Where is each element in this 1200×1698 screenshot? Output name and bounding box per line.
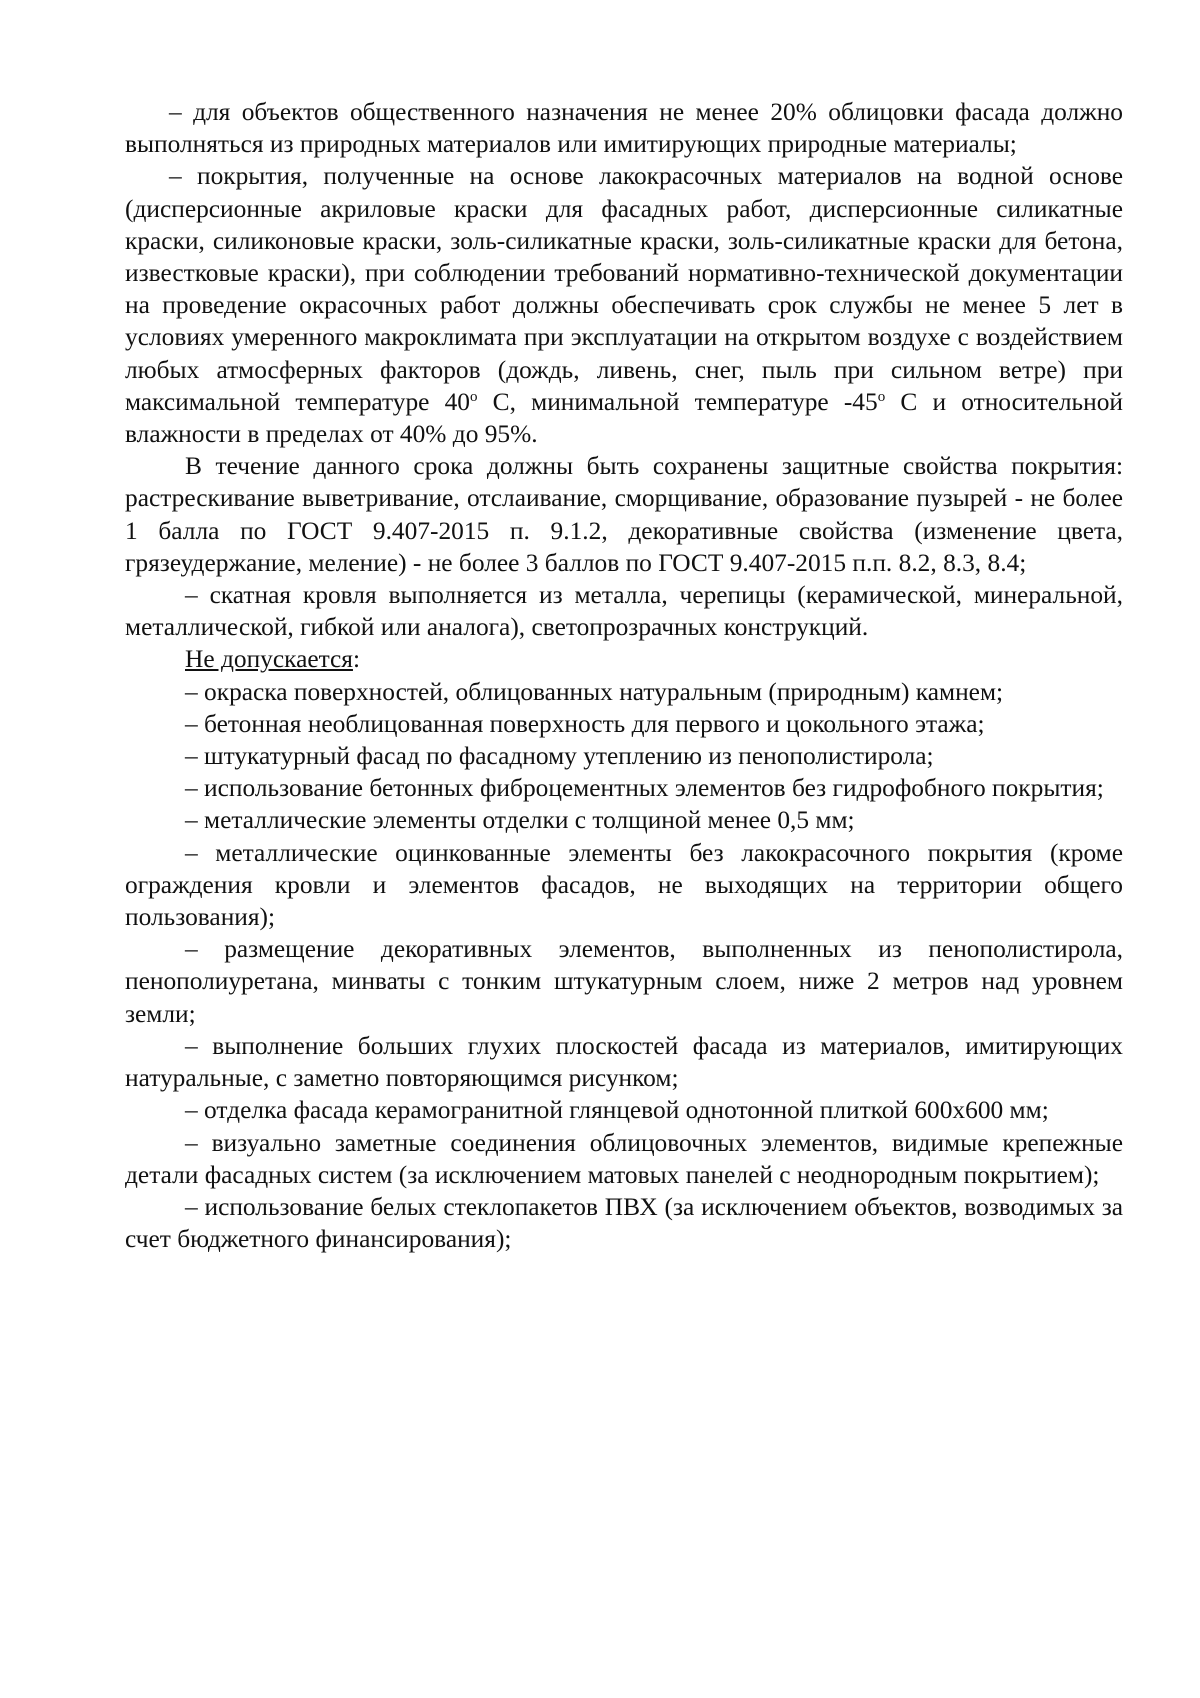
not-allowed-heading-text: Не допускается xyxy=(185,645,353,674)
list-item: – окраска поверхностей, облицованных натуральным (природным) камнем; xyxy=(185,677,1004,706)
list-item: – использование бетонных фиброцементных элементов без гидрофобного покрытия; xyxy=(185,774,1104,803)
list-item: – штукатурный фасад по фасадному утеплению из пенополистирола; xyxy=(185,742,934,771)
list-item: – использование белых стеклопакетов ПВХ (за исключением объектов, возводимых за счет бюджетного финансирования); xyxy=(125,1192,1123,1254)
list-item: – отделка фасада керамогранитной глянцевой однотонной плиткой 600х600 мм; xyxy=(185,1096,1049,1125)
document-page xyxy=(125,96,1123,1255)
paint-coatings-text-3: С и относительной влажности в пределах от 40% до 95%. xyxy=(125,387,1123,449)
paint-coatings-text-2: С, минимальной температуре -45 xyxy=(477,387,878,416)
list-item: – металлические элементы отделки с толщиной менее 0,5 мм; xyxy=(185,806,855,835)
paint-coatings-text: – покрытия, полученные на основе лакокрасочных материалов на водной основе (дисперсионные акриловые краски для фасадных работ, дисперсионные силикатные краски, силиконовые краски, золь-силикатные краски, золь-силикатные краски для бетона, известковые краски), при соблюдении требований нормативно-технической документации на проведение окрасочных работ должны обеспечивать срок службы не менее 5 лет в условиях умеренного макроклимата при эксплуатации на открытом воздухе с воздействием любых атмосферных факторов (дождь, ливень, снег, пыль при сильном ветре) при максимальной температуре 40 xyxy=(125,162,1123,416)
list-item: – визуально заметные соединения облицовочных элементов, видимые крепежные детали фасадных систем (за исключением матовых панелей с неоднородным покрытием); xyxy=(125,1128,1123,1189)
list-item: – бетонная необлицованная поверхность для первого и цокольного этажа; xyxy=(185,709,985,738)
degree-sign: o xyxy=(877,388,886,405)
degree-sign: o xyxy=(470,388,478,405)
paragraph-protective-properties: В течение данного срока должны быть сохранены защитные свойства покрытия: растрескивание выветривание, отслаивание, сморщивание, образование пузырей - не более 1 балла по ГОСТ 9.407-2015 п. 9.1.2, декоративные свойства (изменение цвета, грязеудержание, меление) - не более 3 баллов по ГОСТ 9.407-2015 п.п. 8.2, 8.3, 8.4; xyxy=(125,452,1123,577)
paragraph-pitched-roof: – скатная кровля выполняется из металла, черепицы (керамической, минеральной, металлической, гибкой или аналога), светопрозрачных конструкций. xyxy=(125,581,1123,642)
heading-colon: : xyxy=(352,645,361,674)
paragraph-public-buildings: – для объектов общественного назначения не менее 20% облицовки фасада должно выполняться из природных материалов или имитирующих природные материалы; xyxy=(125,98,1123,159)
paragraph-paint-coatings xyxy=(125,160,1123,450)
list-item: – выполнение больших глухих плоскостей фасада из материалов, имитирующих натуральные, с заметно повторяющимся рисунком; xyxy=(125,1031,1123,1093)
not-allowed-heading xyxy=(125,643,1123,675)
list-item: – металлические оцинкованные элементы без лакокрасочного покрытия (кроме ограждения кровли и элементов фасадов, не выходящих на территории общего пользования); xyxy=(125,838,1123,932)
list-item: – размещение декоративных элементов, выполненных из пенополистирола, пенополиуретана, минваты с тонким штукатурным слоем, ниже 2 метров над уровнем земли; xyxy=(125,935,1123,1028)
